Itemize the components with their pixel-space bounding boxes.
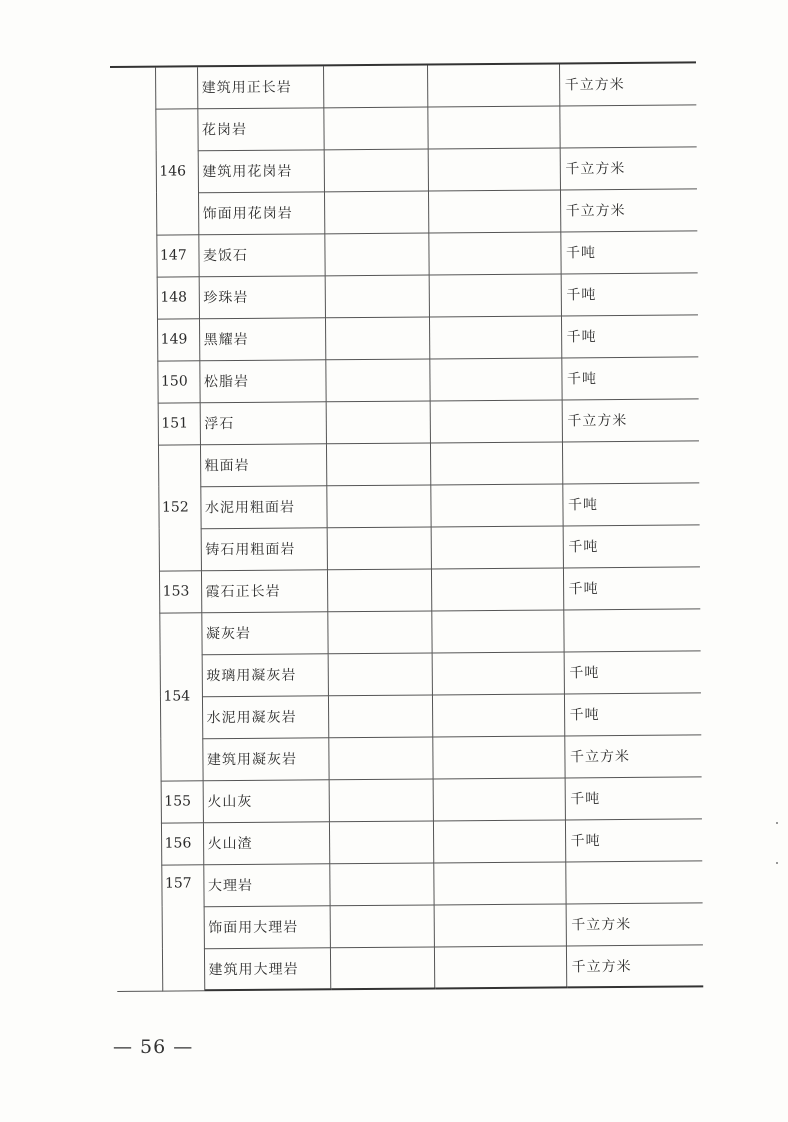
empty-cell bbox=[428, 189, 560, 232]
empty-cell bbox=[324, 149, 428, 192]
row-number: 153 bbox=[159, 570, 201, 612]
table-row bbox=[114, 608, 700, 655]
table-row bbox=[114, 524, 700, 571]
unit-cell: 千立方米 bbox=[560, 188, 697, 231]
empty-cell bbox=[427, 105, 559, 148]
empty-cell bbox=[327, 610, 431, 653]
mineral-name: 浮石 bbox=[200, 401, 326, 444]
empty-cell bbox=[324, 191, 428, 234]
unit-cell: 千吨 bbox=[564, 650, 701, 693]
row-number: 157 bbox=[161, 864, 204, 990]
mineral-name: 花岗岩 bbox=[197, 107, 323, 150]
empty-cell bbox=[324, 233, 428, 276]
empty-cell bbox=[428, 231, 560, 274]
unit-cell: 千立方米 bbox=[566, 944, 703, 987]
unit-cell: 千吨 bbox=[563, 566, 700, 609]
table-row bbox=[112, 314, 698, 361]
table-row bbox=[111, 188, 697, 235]
mineral-table-container bbox=[110, 61, 703, 992]
empty-cell bbox=[329, 820, 433, 863]
unit-cell bbox=[562, 440, 699, 483]
row-number bbox=[155, 66, 197, 108]
table-row bbox=[117, 902, 703, 949]
empty-cell bbox=[325, 359, 429, 402]
empty-cell bbox=[326, 442, 430, 485]
empty-cell bbox=[323, 65, 427, 108]
unit-cell: 千吨 bbox=[560, 230, 697, 273]
unit-cell: 千吨 bbox=[564, 692, 701, 735]
unit-cell: 千吨 bbox=[561, 314, 698, 357]
unit-cell: 千立方米 bbox=[562, 398, 699, 441]
empty-cell bbox=[428, 147, 560, 190]
empty-cell bbox=[433, 777, 565, 820]
empty-cell bbox=[327, 526, 431, 569]
empty-cell bbox=[431, 567, 563, 610]
empty-cell bbox=[433, 861, 565, 904]
mineral-table bbox=[110, 61, 703, 992]
empty-cell bbox=[429, 357, 561, 400]
row-number: 151 bbox=[158, 402, 200, 444]
empty-cell bbox=[434, 903, 566, 946]
row-number: 156 bbox=[161, 822, 203, 864]
empty-cell bbox=[326, 484, 430, 527]
table-left-gutter bbox=[110, 67, 162, 991]
empty-cell bbox=[432, 651, 564, 694]
scan-speck bbox=[776, 822, 778, 824]
empty-cell bbox=[330, 904, 434, 947]
table-row bbox=[110, 104, 696, 151]
table-row bbox=[116, 776, 702, 823]
empty-cell bbox=[430, 483, 562, 526]
row-number: 155 bbox=[161, 780, 203, 822]
mineral-name: 饰面用花岗岩 bbox=[198, 191, 324, 234]
mineral-name: 麦饭石 bbox=[198, 233, 324, 276]
empty-cell bbox=[429, 315, 561, 358]
empty-cell bbox=[325, 275, 429, 318]
empty-cell bbox=[429, 273, 561, 316]
empty-cell bbox=[427, 63, 559, 106]
mineral-name: 霞石正长岩 bbox=[201, 569, 327, 612]
unit-cell: 千吨 bbox=[562, 482, 699, 525]
unit-cell: 千吨 bbox=[565, 818, 702, 861]
row-number: 149 bbox=[157, 318, 199, 360]
mineral-name: 铸石用粗面岩 bbox=[201, 527, 327, 570]
unit-cell: 千吨 bbox=[561, 272, 698, 315]
empty-cell bbox=[326, 400, 430, 443]
empty-cell bbox=[330, 946, 434, 989]
table-row bbox=[113, 482, 699, 529]
table-row bbox=[111, 146, 697, 193]
row-number: 148 bbox=[157, 276, 199, 318]
unit-cell bbox=[563, 608, 700, 651]
mineral-name: 粗面岩 bbox=[200, 443, 326, 486]
mineral-name: 水泥用粗面岩 bbox=[200, 485, 326, 528]
mineral-name: 建筑用正长岩 bbox=[197, 65, 323, 108]
mineral-name: 玻璃用凝灰岩 bbox=[202, 653, 328, 696]
empty-cell bbox=[432, 693, 564, 736]
table-row bbox=[113, 440, 699, 487]
table-row bbox=[117, 944, 703, 991]
unit-cell: 千吨 bbox=[563, 524, 700, 567]
table-row bbox=[115, 692, 701, 739]
empty-cell bbox=[328, 694, 432, 737]
row-number: 150 bbox=[157, 360, 199, 402]
page-number: — 56 — bbox=[113, 1036, 194, 1058]
empty-cell bbox=[328, 652, 432, 695]
table-row bbox=[114, 566, 700, 613]
table-row bbox=[116, 860, 702, 907]
table-row bbox=[115, 650, 701, 697]
mineral-name: 饰面用大理岩 bbox=[204, 905, 330, 948]
row-number: 147 bbox=[156, 234, 198, 276]
mineral-name: 水泥用凝灰岩 bbox=[202, 695, 328, 738]
mineral-name: 大理岩 bbox=[203, 863, 329, 906]
empty-cell bbox=[434, 945, 566, 988]
table-row bbox=[116, 818, 702, 865]
empty-cell bbox=[329, 862, 433, 905]
empty-cell bbox=[327, 568, 431, 611]
table-row bbox=[113, 398, 699, 445]
unit-cell: 千立方米 bbox=[559, 62, 696, 105]
empty-cell bbox=[430, 441, 562, 484]
empty-cell bbox=[430, 399, 562, 442]
row-number: 154 bbox=[159, 612, 202, 780]
unit-cell: 千立方米 bbox=[566, 902, 703, 945]
empty-cell bbox=[328, 736, 432, 779]
mineral-name: 火山渣 bbox=[203, 821, 329, 864]
empty-cell bbox=[431, 609, 563, 652]
table-row bbox=[111, 230, 697, 277]
mineral-name: 建筑用凝灰岩 bbox=[202, 737, 328, 780]
empty-cell bbox=[432, 735, 564, 778]
row-number: 146 bbox=[155, 108, 198, 234]
empty-cell bbox=[325, 317, 429, 360]
unit-cell bbox=[559, 104, 696, 147]
mineral-name: 火山灰 bbox=[203, 779, 329, 822]
unit-cell bbox=[565, 860, 702, 903]
unit-cell: 千立方米 bbox=[564, 734, 701, 777]
unit-cell: 千立方米 bbox=[560, 146, 697, 189]
mineral-name: 凝灰岩 bbox=[201, 611, 327, 654]
mineral-name: 建筑用花岗岩 bbox=[198, 149, 324, 192]
table-row bbox=[112, 356, 698, 403]
row-number: 152 bbox=[158, 444, 201, 570]
unit-cell: 千吨 bbox=[561, 356, 698, 399]
table-row bbox=[112, 272, 698, 319]
unit-cell: 千吨 bbox=[565, 776, 702, 819]
mineral-name: 建筑用大理岩 bbox=[204, 947, 330, 990]
empty-cell bbox=[431, 525, 563, 568]
mineral-name: 松脂岩 bbox=[199, 359, 325, 402]
empty-cell bbox=[329, 778, 433, 821]
scan-speck bbox=[776, 862, 778, 864]
empty-cell bbox=[323, 107, 427, 150]
mineral-name: 黑耀岩 bbox=[199, 317, 325, 360]
empty-cell bbox=[433, 819, 565, 862]
table-row bbox=[115, 734, 701, 781]
mineral-name: 珍珠岩 bbox=[199, 275, 325, 318]
table-row bbox=[110, 62, 696, 109]
